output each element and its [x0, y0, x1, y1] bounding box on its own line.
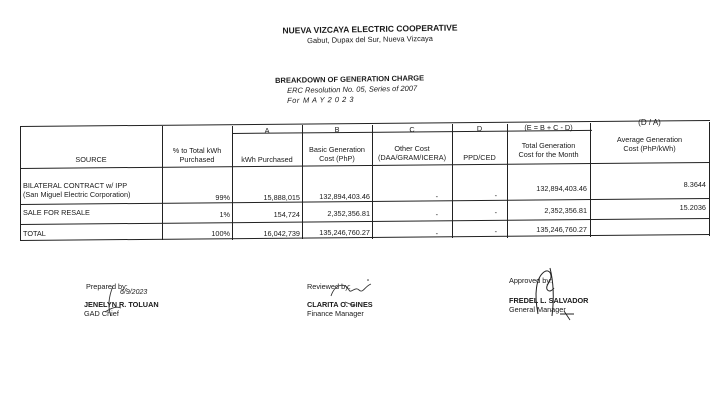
col-letter-c: C — [409, 125, 415, 134]
col-line-3 — [302, 125, 303, 239]
row2-ppd — [452, 208, 507, 217]
cooperative-name: NUEVA VIZCAYA ELECTRIC COOPERATIVE — [282, 22, 458, 36]
prepared-title: GAD Chief — [84, 309, 119, 318]
row2-total: 2,352,356.81 — [544, 206, 587, 215]
header-avg-line1: Average Generation — [616, 135, 683, 144]
header-avg-line2: Cost (PhP/kWh) — [623, 144, 676, 153]
col-line-5 — [452, 124, 453, 238]
col-letter-f: (D / A) — [638, 118, 661, 127]
header-other-line1: Other Cost — [394, 144, 430, 153]
row2-avg: 15.2036 — [679, 203, 706, 212]
row2-ppd-value: - — [494, 208, 497, 217]
col-line-1 — [162, 126, 163, 240]
approved-title: General Manager — [509, 305, 566, 314]
prepared-name: JENELYN R. TOLUAN — [84, 300, 159, 309]
header-avg — [590, 135, 709, 153]
period-value: M A Y 2 0 2 3 — [302, 94, 355, 105]
row3-ppd — [452, 227, 507, 236]
row1-ppd — [452, 191, 507, 200]
row2-other-value: - — [435, 210, 438, 219]
header-other-line2: (DAA/GRAM/ICERA) — [377, 153, 447, 162]
document-title: BREAKDOWN OF GENERATION CHARGE — [275, 73, 425, 85]
col-letter-d: D — [476, 124, 483, 133]
col-line-right — [709, 122, 710, 236]
header-kwh: kWh Purchased — [241, 155, 293, 164]
row1-kwh: 15,888,015 — [263, 193, 300, 202]
row1-pct: 99% — [215, 193, 230, 202]
col-letter-b: B — [334, 125, 340, 134]
reviewed-name: CLARITA O. GINES — [307, 300, 373, 309]
row3-kwh: 16,042,739 — [263, 229, 300, 238]
row3-basic: 135,246,760.27 — [319, 228, 370, 237]
row3-source: TOTAL — [23, 229, 46, 238]
period-prefix: For — [287, 95, 300, 105]
header-pct — [162, 146, 232, 164]
row2-source: SALE FOR RESALE — [23, 208, 90, 217]
row3-pct: 100% — [211, 229, 230, 238]
row3-ppd-value: - — [494, 227, 497, 236]
header-total-line2: Cost for the Month — [518, 150, 579, 159]
row3-total: 135,246,760.27 — [536, 225, 587, 234]
col-letter-a: A — [264, 126, 270, 135]
prepared-signature-icon — [95, 282, 135, 322]
header-basic-line1: Basic Generation — [309, 145, 365, 154]
col-line-4 — [372, 125, 373, 239]
row1-source-line1: BILATERAL CONTRACT w/ IPP — [23, 181, 128, 190]
col-line-left — [20, 126, 21, 241]
reviewed-signature-icon — [325, 276, 375, 310]
row2-other — [372, 210, 452, 219]
resolution-reference: ERC Resolution No. 05, Series of 2007 — [287, 83, 418, 95]
row1-avg: 8.3644 — [683, 180, 706, 189]
header-ppd: PPD/CED — [463, 153, 496, 162]
row3-other — [372, 229, 452, 238]
row2-kwh: 154,724 — [273, 210, 300, 219]
row1-ppd-value: - — [494, 191, 497, 200]
header-source: SOURCE — [75, 155, 107, 164]
row1-total: 132,894,403.46 — [536, 184, 587, 193]
reviewed-by-label: Reviewed by: — [307, 282, 351, 291]
row2-basic: 2,352,356.81 — [327, 209, 370, 218]
header-pct-line1: % to Total kWh — [172, 146, 222, 155]
row2-bottom-line — [20, 218, 710, 225]
reviewed-title: Finance Manager — [307, 309, 364, 318]
row1-other — [372, 192, 452, 201]
row3-other-value: - — [435, 229, 438, 238]
header-basic-line2: Cost (PhP) — [319, 154, 355, 163]
prepared-by-label: Prepared by: — [86, 282, 128, 291]
prepared-date: 6/9/2023 — [120, 289, 148, 296]
approved-by-label: Approved by: — [509, 276, 552, 285]
col-line-2 — [232, 126, 233, 240]
header-pct-line2: Purchased — [179, 155, 215, 164]
col-letter-e: (E = B + C - D) — [524, 123, 573, 132]
cooperative-address: Gabut, Dupax del Sur, Nueva Vizcaya — [307, 33, 433, 46]
approved-signature-icon — [524, 264, 584, 324]
row2-pct: 1% — [219, 210, 230, 219]
approved-name: FREDEL L. SALVADOR — [509, 296, 589, 305]
row1-other-value: - — [435, 192, 438, 201]
header-other — [372, 144, 452, 162]
row1-basic: 132,894,403.46 — [319, 192, 370, 201]
row1-source — [23, 181, 130, 199]
header-total-line1: Total Generation — [521, 141, 576, 150]
row1-source-line2: (San Miguel Electric Corporation) — [23, 190, 131, 199]
header-basic — [302, 145, 372, 163]
header-total — [507, 141, 590, 159]
